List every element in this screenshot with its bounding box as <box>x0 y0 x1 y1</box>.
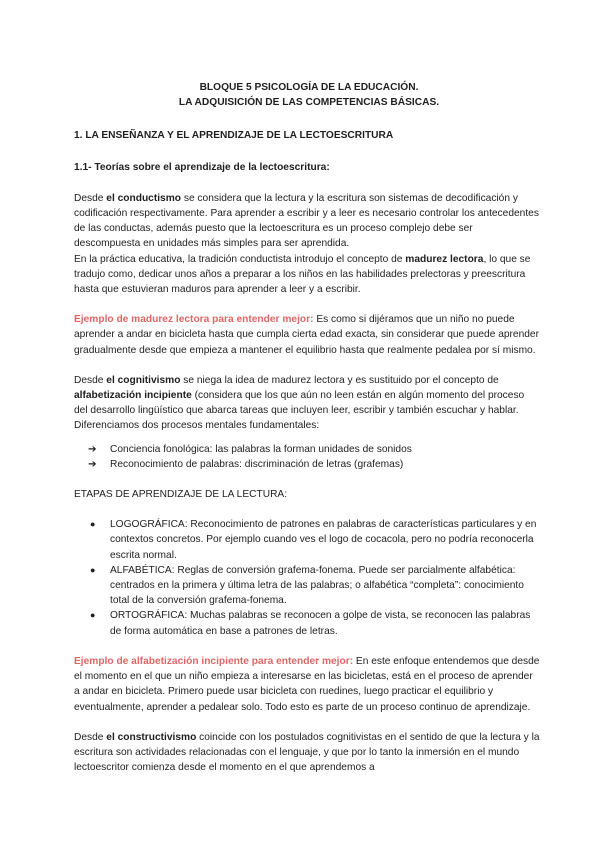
procesos-list <box>74 442 540 472</box>
spacer <box>74 715 540 730</box>
bullet-icon: ● <box>90 519 96 530</box>
ejemplo-label: Ejemplo de alfabetización incipiente para entender mejor: <box>74 655 354 667</box>
list-item-text: Conciencia fonológica: las palabras la forman unidades de sonidos <box>110 443 412 455</box>
procesos-intro: Diferenciamos dos procesos mentales fundamentales: <box>74 420 320 432</box>
ejemplo-madurez-paragraph <box>74 312 540 358</box>
bullet-icon: ● <box>90 564 96 575</box>
spacer <box>74 639 540 654</box>
document-title <box>74 80 540 110</box>
list-item <box>88 457 540 472</box>
text-run: Desde <box>74 374 107 386</box>
cognitivismo-paragraph <box>74 373 540 419</box>
spacer <box>74 297 540 312</box>
term-madurez-lectora: madurez lectora <box>405 253 484 265</box>
list-item <box>88 563 540 609</box>
list-item <box>88 608 540 638</box>
text-run: , lo que se tradujo como, dedicar unos años a preparar a los niños en las habilidades prelectoras y preescritura hasta que estuvieran maduros para aprender a leer y a escribir. <box>74 253 531 296</box>
term-constructivismo: el constructivismo <box>106 731 197 743</box>
spacer <box>74 472 540 487</box>
constructivismo-paragraph <box>74 730 540 776</box>
term-conductismo: el conductismo <box>106 192 182 204</box>
list-item-text: ORTOGRÁFICA: Muchas palabras se reconocen a golpe de vista, se reconocen las palabras de forma automática en base a patrones de letras. <box>110 610 531 637</box>
spacer <box>74 502 540 517</box>
text-run: Desde <box>74 731 107 743</box>
list-item-text: ALFABÉTICA: Reglas de conversión grafema-fonema. Puede ser parcialmente alfabética: centrados en la primera y última letra de las palabras; o alfabética “completa”: conocimiento total de la conversión grafema-fonema. <box>110 564 524 607</box>
arrow-icon: ➔ <box>88 443 97 455</box>
subsection-heading: 1.1- Teorías sobre el aprendizaje de la lectoescritura: <box>74 161 330 173</box>
list-item-text: LOGOGRÁFICA: Reconocimiento de patrones en palabras de características particulares y en contextos concretos. Por ejemplo cuando ves el logo de cocacola, pero no podría reconocerla escrita normal. <box>110 519 537 561</box>
list-item-text: Reconocimiento de palabras: discriminación de letras (grafemas) <box>110 458 404 470</box>
text-run: se niega la idea de madurez lectora y es sustituido por el concepto de <box>180 374 499 386</box>
section-heading: 1. LA ENSEÑANZA Y EL APRENDIZAJE DE LA LECTOESCRITURA <box>74 130 394 142</box>
spacer <box>74 358 540 373</box>
ejemplo-alfabetizacion-paragraph <box>74 654 540 715</box>
title-line-2: LA ADQUISICIÓN DE LAS COMPETENCIAS BÁSICAS. <box>178 97 440 109</box>
text-run: se considera que la lectura y la escritura son sistemas de decodificación y codificación respectivamente. Para aprender a escribir y a leer es necesario controlar los antecedentes de las conductas, además puesto que la lectoescritura es un proceso complejo debe ser descompuesta en unidades más simples para ser aprendida. <box>74 192 539 250</box>
text-run: (considera que los que aún no leen están en algún momento del proceso del desarrollo lingüístico que abarca tareas que incluyen leer, escribir y también escuchar y hablar. <box>74 390 525 417</box>
bullet-icon: ● <box>90 610 96 621</box>
list-item <box>88 517 540 563</box>
arrow-icon: ➔ <box>88 458 97 470</box>
text-run: coincide con los postulados cognitivistas en el sentido de que la lectura y la escritura son actividades relacionadas con el lenguaje, y que por lo tanto la inmersión en el mundo lectoescritor comienza desde el momento en el que aprendemos a <box>74 731 540 774</box>
etapas-heading: ETAPAS DE APRENDIZAJE DE LA LECTURA: <box>74 489 288 501</box>
text-run: En la práctica educativa, la tradición conductista introdujo el concepto de <box>74 253 406 265</box>
list-item <box>88 442 540 457</box>
title-line-1: BLOQUE 5 PSICOLOGÍA DE LA EDUCACIÓN. <box>199 82 419 93</box>
etapas-list <box>74 517 540 639</box>
term-cognitivismo: el cognitivismo <box>106 374 181 386</box>
text-run: Es como si dijéramos que un niño no puede aprender a andar en bicicleta hasta que cumpla cierta edad exacta, sin considerar que puede aprender gradualmente desde que empieza a mantener el equilibrio hasta que realmente pedalea por sí mismo. <box>74 314 539 356</box>
madurez-paragraph <box>74 252 540 298</box>
text-run: En este enfoque entendemos que desde el momento en el que un niño empieza a interesarse en las bicicletas, está en el proceso de aprender a andar en bicicleta. Primero puede usar bicicleta con ruedines, luego practicar el equilibrio y eventualmente, aprender a pedalear solo. Todo esto es parte de un proceso continuo de aprendizaje. <box>74 655 540 713</box>
conductismo-paragraph <box>74 191 540 252</box>
term-alfabetizacion: alfabetización incipiente <box>74 390 192 402</box>
text-run: Desde <box>74 192 107 204</box>
ejemplo-label: Ejemplo de madurez lectora para entender mejor: <box>74 314 314 326</box>
